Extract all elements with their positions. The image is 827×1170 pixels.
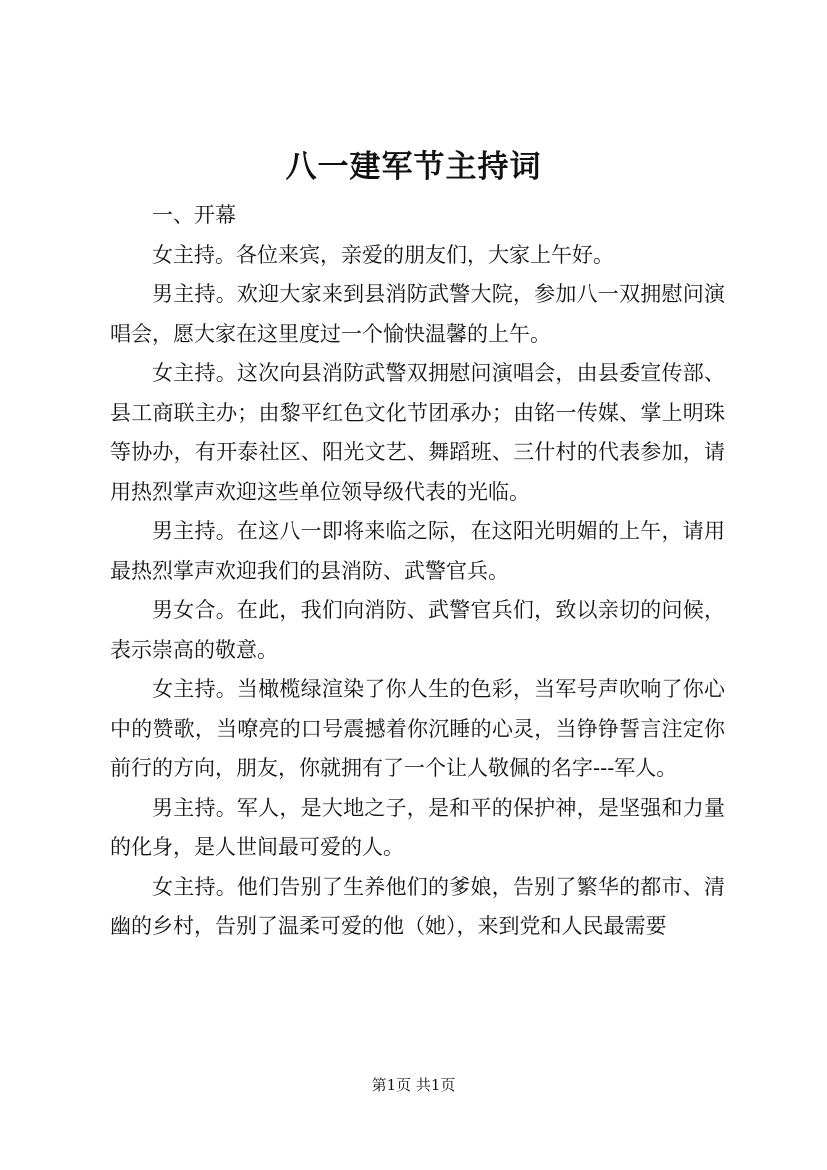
document-body [110, 196, 725, 947]
paragraph: 女主持。当橄榄绿渲染了你人生的色彩，当军号声吹响了你心中的赞歌，当嘹亮的口号震撼着你沉睡的心灵，当铮铮誓言注定你前行的方向，朋友，你就拥有了一个让人敬佩的名字---军人。 [110, 677, 725, 780]
document-title: 八一建军节主持词 [285, 149, 542, 185]
paragraph: 男主持。在这八一即将来临之际，在这阳光明媚的上午，请用最热烈掌声欢迎我们的县消防、武警官兵。 [110, 519, 725, 583]
paragraph: 女主持。他们告别了生养他们的爹娘，告别了繁华的都市、清幽的乡村，告别了温柔可爱的他（她），来到党和人民最需要 [110, 874, 725, 938]
page-footer: 第1页 共1页 [371, 1076, 456, 1094]
paragraph: 女主持。这次向县消防武警双拥慰问演唱会，由县委宣传部、县工商联主办；由黎平红色文化节团承办；由铭一传媒、掌上明珠等协办，有开泰社区、阳光文艺、舞蹈班、三什村的代表参加，请用热烈掌声欢迎这些单位领导级代表的光临。 [110, 361, 725, 504]
paragraph: 男女合。在此，我们向消防、武警官兵们，致以亲切的问候，表示崇高的敬意。 [110, 598, 725, 662]
paragraph: 女主持。各位来宾，亲爱的朋友们，大家上午好。 [152, 242, 614, 267]
section-heading: 一、开幕 [152, 203, 236, 227]
paragraph: 男主持。欢迎大家来到县消防武警大院，参加八一双拥慰问演唱会，愿大家在这里度过一个愉快温馨的上午。 [110, 282, 725, 346]
paragraph: 男主持。军人，是大地之子，是和平的保护神，是坚强和力量的化身，是人世间最可爱的人。 [110, 795, 725, 859]
